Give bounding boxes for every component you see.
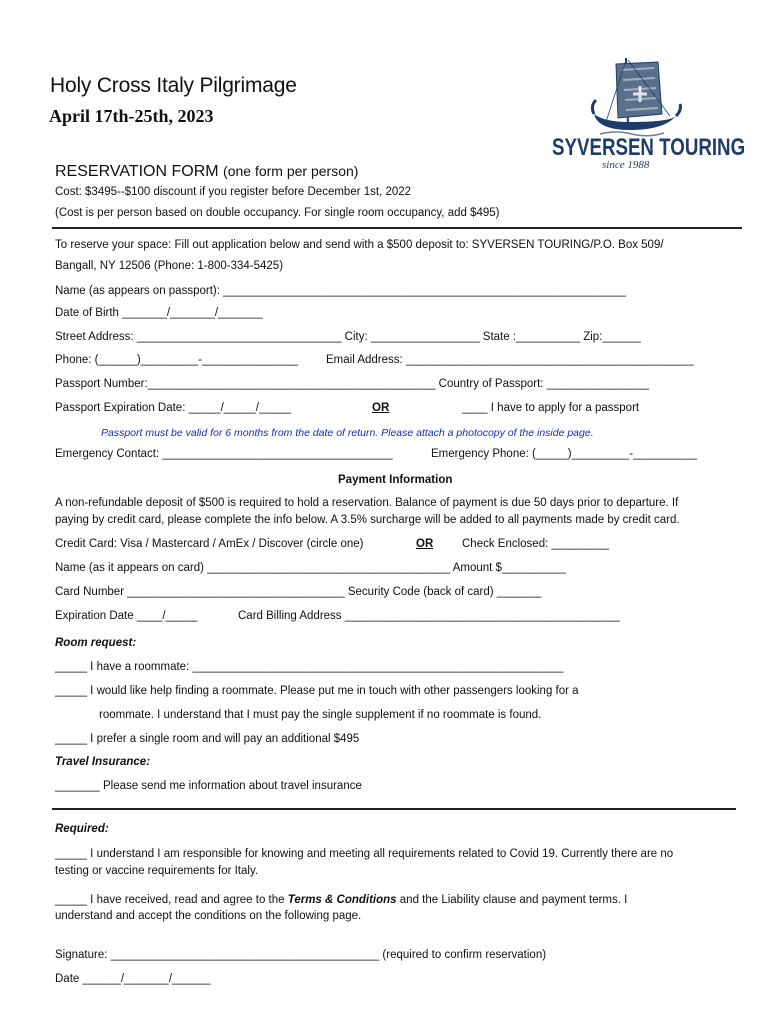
travel-insurance-option[interactable]: _______ Please send me information about travel insurance — [55, 780, 362, 792]
terms-acknowledgement[interactable] — [55, 894, 627, 906]
roommate-option[interactable]: _____ I have a roommate: __________________________________________________________ — [55, 661, 564, 673]
form-heading-title: RESERVATION FORM — [55, 163, 219, 180]
required-heading: Required: — [55, 823, 109, 835]
terms-conditions-link[interactable]: Terms & Conditions — [287, 894, 397, 906]
passport-number-field[interactable]: Passport Number:_____________________________________________ Country of Passport: ________________ — [55, 378, 650, 390]
terms-acknowledgement-2: understand and accept the conditions on the following page. — [55, 910, 362, 922]
terms-suffix: and the Liability clause and payment terms. I — [396, 894, 628, 906]
divider-bottom — [52, 808, 736, 810]
passport-note: Passport must be valid for 6 months from the date of return. Please attach a photocopy of the inside page. — [101, 427, 594, 439]
find-roommate-note: roommate. I understand that I must pay the single supplement if no roommate is found. — [99, 709, 542, 721]
emergency-phone-field[interactable]: Emergency Phone: (_____)_________-__________ — [431, 448, 697, 460]
terms-prefix: _____ I have received, read and agree to the — [55, 894, 288, 906]
single-room-option[interactable]: _____ I prefer a single room and will pay an additional $495 — [55, 733, 360, 745]
room-request-heading: Room request: — [55, 637, 137, 649]
billing-address-field[interactable]: Card Billing Address ___________________________________________ — [238, 610, 620, 622]
credit-card-type-field[interactable]: Credit Card: Visa / Mastercard / AmEx / Discover (circle one) — [55, 538, 364, 550]
covid-acknowledgement-2: testing or vaccine requirements for Italy. — [55, 865, 259, 877]
find-roommate-option[interactable]: _____ I would like help finding a roommate. Please put me in touch with other passengers looking for a — [55, 685, 579, 697]
name-field[interactable]: Name (as appears on passport): _______________________________________________________________ — [55, 285, 627, 297]
street-address-field[interactable]: Street Address: ________________________________ City: _________________ State :__________ Zip:______ — [55, 331, 641, 343]
divider-top — [52, 227, 742, 229]
emergency-contact-field[interactable]: Emergency Contact: ____________________________________ — [55, 448, 393, 460]
card-number-field[interactable]: Card Number __________________________________ Security Code (back of card) _______ — [55, 586, 542, 598]
payment-paragraph-2: paying by credit card, please complete the info below. A 3.5% surcharge will be added to all payments made by credit card. — [55, 514, 680, 526]
reserve-instructions-2: Bangall, NY 12506 (Phone: 1-800-334-5425) — [55, 260, 284, 272]
apply-passport-option[interactable]: ____ I have to apply for a passport — [462, 402, 640, 414]
cost-line: Cost: $3495--$100 discount if you register before December 1st, 2022 — [55, 186, 412, 198]
travel-insurance-heading: Travel Insurance: — [55, 756, 151, 768]
trip-dates: April 17th-25th, 2023 — [49, 106, 214, 126]
covid-acknowledgement[interactable]: _____ I understand I am responsible for knowing and meeting all requirements related to Covid 19. Currently there are no — [55, 848, 674, 860]
page-title: Holy Cross Italy Pilgrimage — [50, 74, 297, 97]
payment-heading: Payment Information — [338, 474, 453, 486]
phone-field[interactable]: Phone: (______)_________-_______________ — [55, 354, 299, 366]
logo-wordmark: SYVERSEN TOURING — [552, 134, 746, 161]
card-expiration-field[interactable]: Expiration Date ____/_____ — [55, 610, 198, 622]
check-enclosed-field[interactable]: Check Enclosed: _________ — [462, 538, 610, 550]
viking-ship-icon — [546, 56, 716, 138]
or-separator-passport: OR — [372, 402, 390, 414]
form-heading — [55, 163, 358, 181]
logo-since: since 1988 — [602, 159, 650, 171]
signature-field[interactable]: Signature: __________________________________________ (required to confirm reservation) — [55, 949, 547, 961]
passport-expiration-field[interactable]: Passport Expiration Date: _____/_____/_____ — [55, 402, 291, 414]
syversen-logo — [546, 56, 746, 176]
reserve-instructions-1: To reserve your space: Fill out application below and send with a $500 deposit to: SYVERSEN TOURING/P.O. Box 509/ — [55, 239, 664, 251]
date-field[interactable]: Date ______/_______/______ — [55, 973, 211, 985]
cost-note: (Cost is per person based on double occupancy. For single room occupancy, add $495) — [55, 207, 500, 219]
card-name-field[interactable]: Name (as it appears on card) ______________________________________ Amount $__________ — [55, 562, 566, 574]
form-heading-note: (one form per person) — [223, 163, 359, 179]
email-field[interactable]: Email Address: _____________________________________________ — [326, 354, 694, 366]
payment-paragraph-1: A non-refundable deposit of $500 is required to hold a reservation. Balance of payment is due 50 days prior to departure. If — [55, 497, 679, 509]
dob-field[interactable]: Date of Birth _______/_______/_______ — [55, 307, 263, 319]
or-separator-payment: OR — [416, 538, 434, 550]
